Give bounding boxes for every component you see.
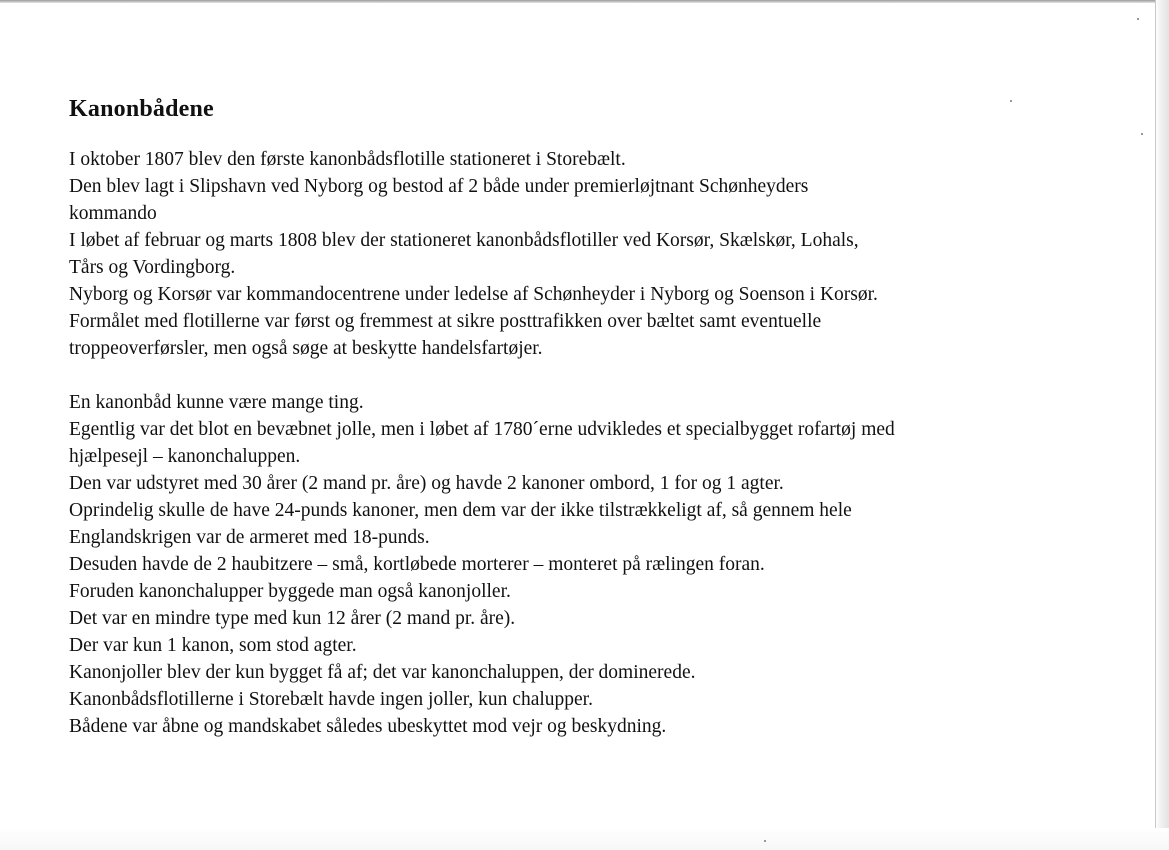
text-line: Bådene var åbne og mandskabet således ubeskyttet mod vejr og beskydning. [69, 716, 667, 737]
scan-right-edge-line [1155, 0, 1156, 850]
text-line: En kanonbåd kunne være mange ting. [69, 392, 364, 413]
text-line: Tårs og Vordingborg. [69, 257, 236, 278]
text-line: troppeoverførsler, men også søge at beskytte handelsfartøjer. [69, 338, 543, 359]
text-line: Englandskrigen var de armeret med 18-punds. [69, 527, 430, 548]
text-line: Oprindelig skulle de have 24-punds kanoner, men dem var der ikke tilstrækkeligt af, så gennem hele [69, 500, 852, 521]
text-line: hjælpesejl – kanonchaluppen. [69, 446, 301, 467]
text-line: I oktober 1807 blev den første kanonbådsflotille stationeret i Storebælt. [69, 149, 626, 170]
page-title: Kanonbådene [69, 96, 214, 122]
text-line: Kanonjoller blev der kun bygget få af; det var kanonchaluppen, der dominerede. [69, 662, 696, 683]
scan-speck [1010, 100, 1012, 102]
scan-speck [764, 840, 766, 842]
text-line: I løbet af februar og marts 1808 blev der stationeret kanonbådsflotiller ved Korsør, Skælskør, Lohals, [69, 230, 859, 251]
scan-speck [1141, 133, 1143, 135]
paragraph-gap [69, 362, 1079, 389]
text-line: Der var kun 1 kanon, som stod agter. [69, 635, 357, 656]
text-line: kommando [69, 203, 157, 224]
text-line: Det var en mindre type med kun 12 årer (2 mand pr. åre). [69, 608, 516, 629]
text-line: Den var udstyret med 30 årer (2 mand pr. åre) og havde 2 kanoner ombord, 1 for og 1 agter. [69, 473, 784, 494]
text-line: Egentlig var det blot en bevæbnet jolle, men i løbet af 1780´erne udvikledes et specialbygget rofartøj med [69, 419, 895, 440]
document-body [69, 146, 1079, 740]
scan-speck [1137, 18, 1139, 20]
text-line: Foruden kanonchalupper byggede man også kanonjoller. [69, 581, 511, 602]
text-line: Kanonbådsflotillerne i Storebælt havde ingen joller, kun chalupper. [69, 689, 593, 710]
scan-bottom-edge [0, 828, 1169, 850]
text-line: Nyborg og Korsør var kommandocentrene under ledelse af Schønheyder i Nyborg og Soenson i Korsør. [69, 284, 878, 305]
scan-top-edge [0, 0, 1169, 3]
text-line: Desuden havde de 2 haubitzere – små, kortløbede morterer – monteret på rælingen foran. [69, 554, 765, 575]
scan-right-edge [1155, 0, 1169, 850]
text-line: Formålet med flotillerne var først og fremmest at sikre posttrafikken over bæltet samt eventuelle [69, 311, 822, 332]
text-line: Den blev lagt i Slipshavn ved Nyborg og bestod af 2 både under premierløjtnant Schønheyders [69, 176, 809, 197]
